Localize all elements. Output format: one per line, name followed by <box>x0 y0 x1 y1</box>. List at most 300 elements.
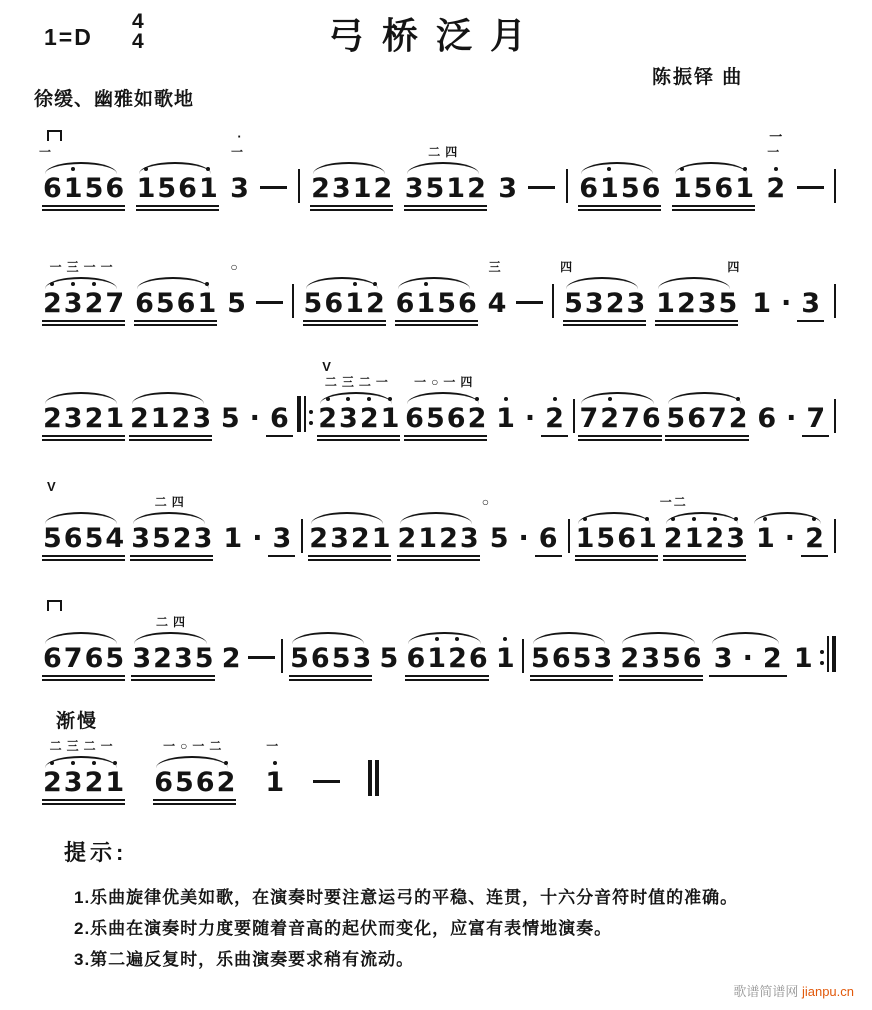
note-digit: 3 <box>63 290 84 317</box>
note-digit: 1 <box>415 290 436 317</box>
octave-dot <box>645 517 649 521</box>
barline <box>298 169 300 203</box>
octave-dot <box>743 167 747 171</box>
barline <box>568 519 570 553</box>
sixteenth-underline <box>672 205 755 207</box>
note-digit: 1 <box>793 643 813 674</box>
note-digit: 5 <box>152 523 171 554</box>
repeat-thick-bar <box>297 396 301 432</box>
sixteenth-underline <box>303 320 386 322</box>
fingering-mark: 二三二一 <box>324 375 393 389</box>
note-digit: 5 <box>155 288 175 319</box>
note-digit: 6 <box>43 173 62 204</box>
sixteenth-underline <box>404 435 487 437</box>
note-digit: 2 <box>153 643 172 674</box>
tempo-marking: 徐缓、幽雅如歌地 <box>34 89 195 110</box>
tips-heading: 提示: <box>64 840 128 865</box>
barline <box>834 519 836 553</box>
score-line <box>42 479 836 554</box>
repeat-dots <box>820 650 824 665</box>
sixteenth-underline <box>134 320 217 322</box>
note-group <box>129 405 212 432</box>
sixteenth-underline <box>578 435 661 437</box>
fingering-mark: 二四 <box>154 495 189 509</box>
sixteenth-underline <box>578 439 661 441</box>
note-digit: 7 <box>801 405 830 432</box>
octave-dot <box>553 397 557 401</box>
note-group <box>672 175 755 202</box>
octave-dot <box>71 282 75 286</box>
fingering-mark: 一○一四 <box>414 375 478 389</box>
note-group <box>308 525 391 552</box>
note-group <box>289 645 372 672</box>
note-digit: 6 <box>84 643 104 674</box>
sixteenth-underline <box>42 439 125 441</box>
composer-credit: 陈振铎 曲 <box>652 67 744 88</box>
note-digit: 6 <box>617 523 636 554</box>
fingering-mark: 一二 <box>659 495 688 509</box>
note-group <box>136 175 219 202</box>
eighth-underline <box>801 555 828 557</box>
note-digit: 5 <box>666 403 686 434</box>
note-digit: 1 <box>104 769 125 796</box>
note-digit: 5 <box>174 767 194 798</box>
note-digit: 7 <box>621 403 640 434</box>
barline <box>281 639 283 673</box>
octave-dot <box>353 282 357 286</box>
note-digit: 2 <box>540 405 569 432</box>
note-digit: 3 <box>330 523 349 554</box>
note-digit: 2 <box>800 525 829 552</box>
fingering-mark: 四 <box>560 260 575 274</box>
note-digit: 2 <box>216 769 237 796</box>
sixteenth-underline <box>42 555 125 557</box>
fingering-mark: 二四 <box>155 615 190 629</box>
sixteenth-underline <box>663 559 746 561</box>
octave-dot <box>455 637 459 641</box>
note-digit: 5 <box>84 523 104 554</box>
score-line <box>42 615 836 674</box>
note-digit: 2 <box>84 290 105 317</box>
sixteenth-underline <box>619 679 702 681</box>
note-group <box>575 525 658 552</box>
note-digit: 1 <box>426 645 447 672</box>
note-group <box>218 525 296 552</box>
repeat-start-barline <box>297 396 313 432</box>
note-digit: 6 <box>395 288 415 319</box>
bow-mark: 一 <box>769 129 783 144</box>
bow-mark: V <box>47 479 56 494</box>
sixteenth-underline <box>131 679 214 681</box>
sixteenth-underline <box>42 435 125 437</box>
fingering-mark: 一 <box>266 739 284 753</box>
octave-dot <box>713 517 717 521</box>
sixteenth-underline <box>672 209 755 211</box>
sixteenth-underline <box>578 209 661 211</box>
note-digit: 6 <box>405 403 424 434</box>
note-digit: 6 <box>446 403 466 434</box>
score-line <box>42 260 836 319</box>
octave-dot <box>475 397 479 401</box>
note-digit: · <box>518 523 529 554</box>
fingering-mark: 一 <box>767 145 785 159</box>
note-group <box>310 175 393 202</box>
repeat-end-barline <box>820 636 836 672</box>
octave-dot <box>373 282 377 286</box>
note-digit: 1 <box>344 290 365 317</box>
note-digit: 5 <box>84 173 104 204</box>
sixteenth-underline <box>310 209 393 211</box>
duration-dash <box>797 186 824 189</box>
note-digit: 6 <box>458 288 477 319</box>
duration-dash <box>248 656 275 659</box>
sixteenth-underline <box>655 320 738 322</box>
ritard-label: 渐慢 <box>56 711 99 732</box>
fingering-mark: ○ <box>230 260 243 274</box>
note-group <box>153 739 236 798</box>
sixteenth-underline <box>130 559 213 561</box>
sixteenth-underline <box>129 439 212 441</box>
note-digit: 1 <box>637 525 658 552</box>
barline <box>301 519 303 553</box>
note-group <box>578 405 661 432</box>
note-group <box>221 645 242 672</box>
duration-dash <box>256 301 283 304</box>
note-digit: 5 <box>379 643 399 674</box>
octave-dot <box>205 282 209 286</box>
note-group <box>303 290 386 317</box>
note-digit: 2 <box>447 645 468 672</box>
note-digit: 5 <box>596 523 616 554</box>
note-digit: 6 <box>714 173 734 204</box>
note-digit: 2 <box>84 403 104 434</box>
octave-dot <box>435 637 439 641</box>
eighth-underline <box>797 320 824 322</box>
bow-mark: V <box>322 359 331 374</box>
sixteenth-underline <box>42 324 125 326</box>
fingering-mark: 三 <box>488 260 506 274</box>
octave-dot <box>812 517 816 521</box>
tip-line: 1.乐曲旋律优美如歌，在演奏时要注意运弓的平稳、连贯，十六分音符时值的准确。 <box>74 888 739 907</box>
note-group <box>131 615 214 674</box>
note-digit: 1 <box>63 175 84 202</box>
note-digit: · <box>524 403 536 434</box>
sixteenth-underline <box>153 803 236 805</box>
note-digit: 3 <box>498 173 518 204</box>
note-digit: 6 <box>641 403 661 434</box>
octave-dot <box>583 517 587 521</box>
score-line <box>39 129 836 204</box>
note-digit: 1 <box>656 288 675 319</box>
sixteenth-underline <box>404 439 487 441</box>
fingering-mark: 四 <box>727 260 742 274</box>
sixteenth-underline <box>130 555 213 557</box>
sixteenth-underline <box>563 324 646 326</box>
note-digit: 2 <box>728 405 749 432</box>
note-digit: 5 <box>693 173 713 204</box>
sixteenth-underline <box>655 324 738 326</box>
note-group <box>765 129 786 204</box>
note-digit: 5 <box>194 643 214 674</box>
sixteenth-underline <box>575 555 658 557</box>
down-bow-icon <box>47 600 62 611</box>
note-digit: 7 <box>105 288 125 319</box>
note-group <box>751 525 829 552</box>
note-digit: 3 <box>331 173 351 204</box>
note-digit: 6 <box>195 767 215 798</box>
barline <box>292 284 294 318</box>
sixteenth-underline <box>153 799 236 801</box>
fingering-mark: 二四 <box>428 145 463 159</box>
repeat-thick-bar <box>832 636 836 672</box>
watermark-site-url: jianpu.cn <box>801 984 854 999</box>
note-digit: 2 <box>599 405 620 432</box>
note-digit: 5 <box>227 288 246 319</box>
note-digit: 6 <box>682 643 702 674</box>
note-digit: 2 <box>42 769 63 796</box>
octave-dot <box>692 517 696 521</box>
sixteenth-underline <box>310 205 393 207</box>
note-group <box>560 260 646 319</box>
note-digit: 2 <box>676 288 696 319</box>
sixteenth-underline <box>665 435 748 437</box>
barline <box>552 284 554 318</box>
note-group <box>317 359 400 434</box>
note-group <box>378 645 399 672</box>
note-digit: 1 <box>491 405 520 432</box>
octave-dot <box>504 397 508 401</box>
note-digit: 2 <box>42 290 63 317</box>
fingering-mark: 一三一一 <box>49 260 118 274</box>
sixteenth-underline <box>289 679 372 681</box>
note-digit: 3 <box>192 403 212 434</box>
repeat-thin-bar <box>827 636 829 672</box>
note-group <box>39 145 125 204</box>
note-digit: 3 <box>193 523 213 554</box>
note-digit: 7 <box>579 403 599 434</box>
octave-dot <box>608 397 612 401</box>
fingering-mark: 二三二一 <box>49 739 118 753</box>
note-group <box>404 145 487 204</box>
octave-dot <box>206 167 210 171</box>
note-digit: 1 <box>734 175 755 202</box>
octave-dot <box>763 517 767 521</box>
sixteenth-underline <box>42 679 125 681</box>
note-digit: 3 <box>63 403 83 434</box>
note-digit: 6 <box>310 643 330 674</box>
note-digit: 2 <box>704 525 725 552</box>
tips-list <box>74 882 852 975</box>
note-group <box>42 645 125 672</box>
note-digit: 6 <box>324 288 344 319</box>
note-group <box>530 645 613 672</box>
octave-dot <box>424 282 428 286</box>
note-group <box>659 495 746 554</box>
note-digit: · <box>742 643 753 674</box>
sixteenth-underline <box>563 320 646 322</box>
note-digit: · <box>781 288 792 319</box>
note-digit: 7 <box>708 403 727 434</box>
note-digit: 5 <box>157 173 177 204</box>
note-digit: · <box>252 523 263 554</box>
watermark <box>733 981 854 1000</box>
note-digit: 1 <box>198 175 219 202</box>
sixteenth-underline <box>42 799 125 801</box>
sixteenth-underline <box>530 675 613 677</box>
note-digit: 2 <box>359 405 380 432</box>
barline <box>573 399 575 433</box>
fingering-mark: ○ <box>481 495 491 509</box>
note-digit: 3 <box>404 173 424 204</box>
note-digit: 1 <box>196 290 217 317</box>
note-group <box>229 129 250 204</box>
note-group <box>42 405 125 432</box>
note-group <box>497 175 518 202</box>
note-digit: 5 <box>437 288 456 319</box>
repeat-dots <box>309 410 313 425</box>
sixteenth-underline <box>42 559 125 561</box>
bow-mark <box>42 130 125 141</box>
note-digit: 3 <box>725 525 746 552</box>
note-digit: 5 <box>43 523 62 554</box>
sixteenth-underline <box>404 209 487 211</box>
note-digit: 2 <box>350 523 370 554</box>
note-digit: 2 <box>373 173 393 204</box>
page-title: 弓桥泛月 <box>327 16 544 56</box>
sixteenth-underline <box>575 559 658 561</box>
note-group <box>747 290 825 317</box>
note-digit: 1 <box>599 175 620 202</box>
repeat-thin-bar <box>304 396 306 432</box>
final-barline <box>368 760 379 796</box>
note-digit: 3 <box>459 523 479 554</box>
sixteenth-underline <box>405 675 488 677</box>
note-digit: 1 <box>751 525 780 552</box>
down-bow-icon <box>47 130 62 141</box>
note-digit: 1 <box>223 523 243 554</box>
note-digit: 2 <box>43 403 62 434</box>
note-group <box>619 645 702 672</box>
note-group <box>405 645 488 672</box>
bow-mark <box>42 600 125 611</box>
note-digit: 5 <box>572 643 592 674</box>
octave-dot <box>326 397 330 401</box>
note-digit: 5 <box>661 643 681 674</box>
sixteenth-underline <box>129 435 212 437</box>
note-digit: 2 <box>439 523 458 554</box>
octave-dot <box>680 167 684 171</box>
octave-dot <box>671 517 675 521</box>
note-group <box>395 290 478 317</box>
note-digit: 2 <box>309 523 329 554</box>
note-digit: 6 <box>468 643 488 674</box>
eighth-underline <box>709 675 787 677</box>
tip-line: 3.第二遍反复时，乐曲演奏要求稍有流动。 <box>74 950 415 969</box>
note-group <box>216 405 294 432</box>
note-digit: 2 <box>171 403 191 434</box>
note-digit: 6 <box>534 525 563 552</box>
sixteenth-underline <box>405 679 488 681</box>
sixteenth-underline <box>578 205 661 207</box>
octave-dot <box>92 761 96 765</box>
note-digit: 4 <box>487 288 507 319</box>
sixteenth-underline <box>42 209 125 211</box>
octave-dot <box>50 282 54 286</box>
octave-dot <box>224 761 228 765</box>
note-digit: 5 <box>489 523 509 554</box>
note-digit: 2 <box>765 175 786 202</box>
octave-dot <box>113 761 117 765</box>
key-signature: 1=D <box>44 24 93 50</box>
octave-dot <box>92 282 96 286</box>
octave-dot <box>734 517 738 521</box>
barline <box>566 169 568 203</box>
sixteenth-underline <box>136 205 219 207</box>
note-digit: 5 <box>303 288 323 319</box>
watermark-site-name: 歌谱简谱网 <box>733 984 799 999</box>
bow-mark: · <box>237 129 242 144</box>
note-digit: 7 <box>63 643 83 674</box>
note-digit: 3 <box>131 523 150 554</box>
note-group <box>404 375 487 434</box>
note-digit: 1 <box>150 403 170 434</box>
sixteenth-underline <box>397 559 480 561</box>
note-digit: 3 <box>641 643 660 674</box>
octave-dot <box>736 397 740 401</box>
note-digit: 3 <box>63 769 84 796</box>
note-digit: 6 <box>757 403 777 434</box>
score-line <box>42 739 836 798</box>
note-digit: 5 <box>620 173 640 204</box>
sixteenth-underline <box>303 324 386 326</box>
note-digit: 6 <box>154 767 173 798</box>
fingering-mark: 一○一二 <box>163 739 227 753</box>
note-digit: 6 <box>551 643 571 674</box>
octave-dot <box>503 637 507 641</box>
note-group <box>481 495 563 554</box>
note-group <box>264 739 285 798</box>
note-digit: 6 <box>641 173 661 204</box>
note-digit: 3 <box>132 643 152 674</box>
note-digit: 6 <box>176 288 196 319</box>
sixteenth-underline <box>395 320 478 322</box>
note-digit: 3 <box>697 288 717 319</box>
note-digit: 2 <box>172 523 192 554</box>
octave-dot <box>388 397 392 401</box>
eighth-underline <box>535 555 562 557</box>
note-digit: 5 <box>564 288 583 319</box>
note-digit: 6 <box>63 523 83 554</box>
note-digit: 5 <box>425 403 445 434</box>
sixteenth-underline <box>136 209 219 211</box>
sixteenth-underline <box>397 555 480 557</box>
note-digit: 2 <box>762 643 782 674</box>
octave-dot <box>273 761 277 765</box>
note-digit: 6 <box>579 173 599 204</box>
note-digit: 2 <box>84 769 105 796</box>
note-group <box>491 405 569 432</box>
note-digit: 2 <box>221 643 241 674</box>
octave-dot <box>144 167 148 171</box>
score-line <box>42 359 836 434</box>
note-digit: 6 <box>43 643 62 674</box>
note-digit: 6 <box>265 405 294 432</box>
note-group <box>226 260 247 319</box>
octave-dot <box>71 167 75 171</box>
sixteenth-underline <box>665 439 748 441</box>
sixteenth-underline <box>404 205 487 207</box>
sixteenth-underline <box>317 435 400 437</box>
